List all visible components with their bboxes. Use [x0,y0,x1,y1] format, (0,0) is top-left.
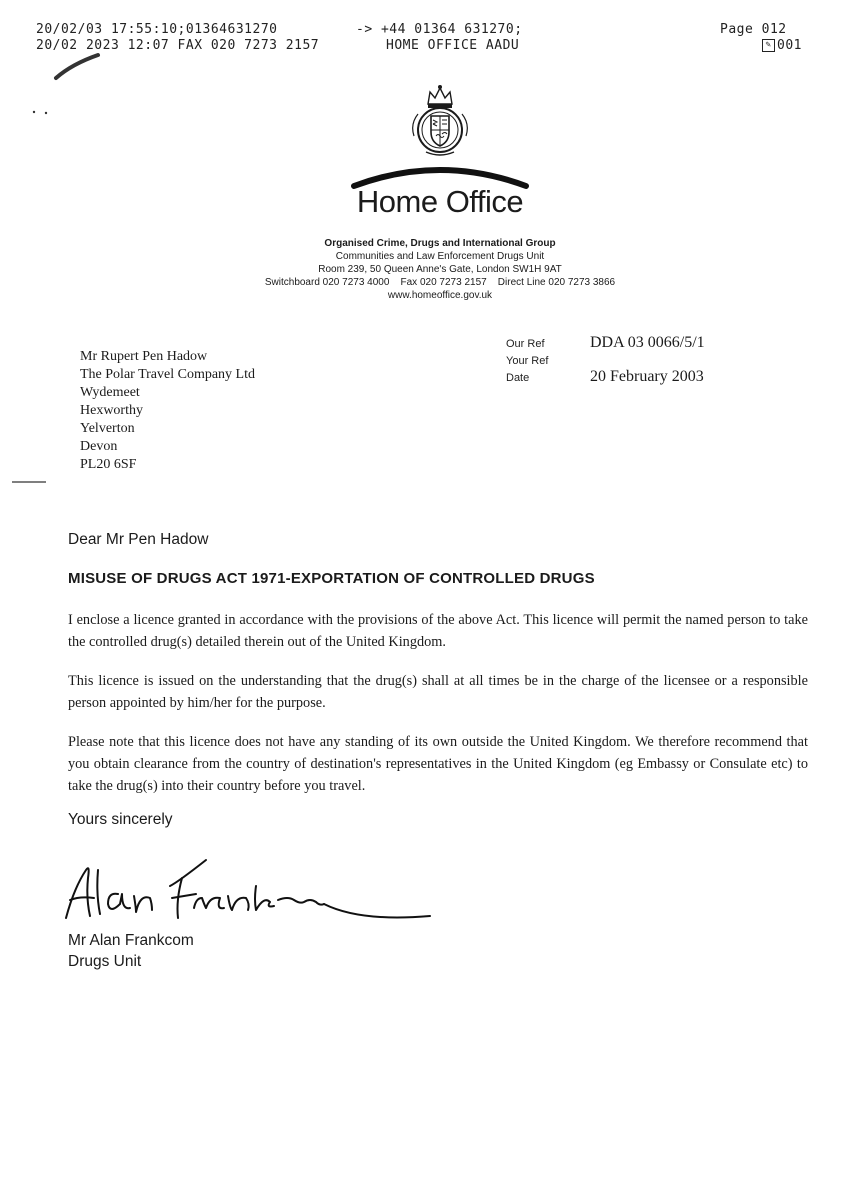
fax-header-line2-left: 20/02 2023 12:07 FAX 020 7273 2157 [36,38,320,53]
recipient-line: Wydemeet [80,385,140,400]
recipient-line: The Polar Travel Company Ltd [80,367,255,382]
subject-line: MISUSE OF DRUGS ACT 1971-EXPORTATION OF CONTROLLED DRUGS [68,570,595,587]
closing: Yours sincerely [68,811,173,828]
scan-dot [45,112,47,114]
salutation: Dear Mr Pen Hadow [68,531,209,548]
recipient-line: Devon [80,439,118,454]
recipient-line: Yelverton [80,421,135,436]
our-ref-label: Our Ref [506,338,545,350]
your-ref-label: Your Ref [506,355,549,367]
letterhead-phones: Switchboard 020 7273 4000 Fax 020 7273 2157 Direct Line 020 7273 3866 [264,277,616,288]
fax-header-line2-mid: HOME OFFICE AADU [386,38,520,53]
recipient-address [80,348,255,474]
letterhead-website: www.homeoffice.gov.uk [387,290,493,301]
recipient-line: Hexworthy [80,403,143,418]
letterhead-unit: Communities and Law Enforcement Drugs Unit [335,251,545,262]
letterhead-address: Room 239, 50 Queen Anne's Gate, London SW1H 9AT [318,264,562,275]
fax-page-icon: ✎ [762,39,775,52]
date-label: Date [506,372,530,384]
letterhead-group: Organised Crime, Drugs and International Group [324,238,556,249]
fax-page-number: Page 012 [720,22,787,37]
date-value: 20 February 2003 [590,368,704,385]
body-paragraph: This licence is issued on the understanding that the drug(s) shall at all times be in the charge of the licensee or a responsible person appointed by him/her for the purpose. [68,673,808,711]
signatory-unit: Drugs Unit [68,953,142,970]
recipient-line: Mr Rupert Pen Hadow [80,349,208,364]
org-name: Home Office [356,184,524,219]
our-ref-value: DDA 03 0066/5/1 [590,334,705,351]
fax-page-count: 001 [777,38,802,53]
body-paragraph: I enclose a licence granted in accordance with the provisions of the above Act. This licence will permit the named person to take the controlled drug(s) detailed therein out of the United Kingdom. [68,612,808,650]
fax-header-line1-mid: -> +44 01364 631270; [356,22,523,37]
signatory-name: Mr Alan Frankcom [68,932,194,949]
handwritten-signature [60,848,440,928]
scan-dot [33,111,35,113]
scan-smudge [56,55,98,78]
fax-header-line1-left: 20/02/03 17:55:10;01364631270 [36,22,278,37]
body-paragraph: Please note that this licence does not have any standing of its own outside the United Kingdom. We therefore recommend that you obtain clearance from the country of destination's representatives in the United Kingdom (eg Embassy or Consulate etc) to take the drug(s) into their country before you travel. [68,734,808,794]
recipient-line: PL20 6SF [80,457,137,472]
royal-coat-of-arms-icon [400,84,480,160]
